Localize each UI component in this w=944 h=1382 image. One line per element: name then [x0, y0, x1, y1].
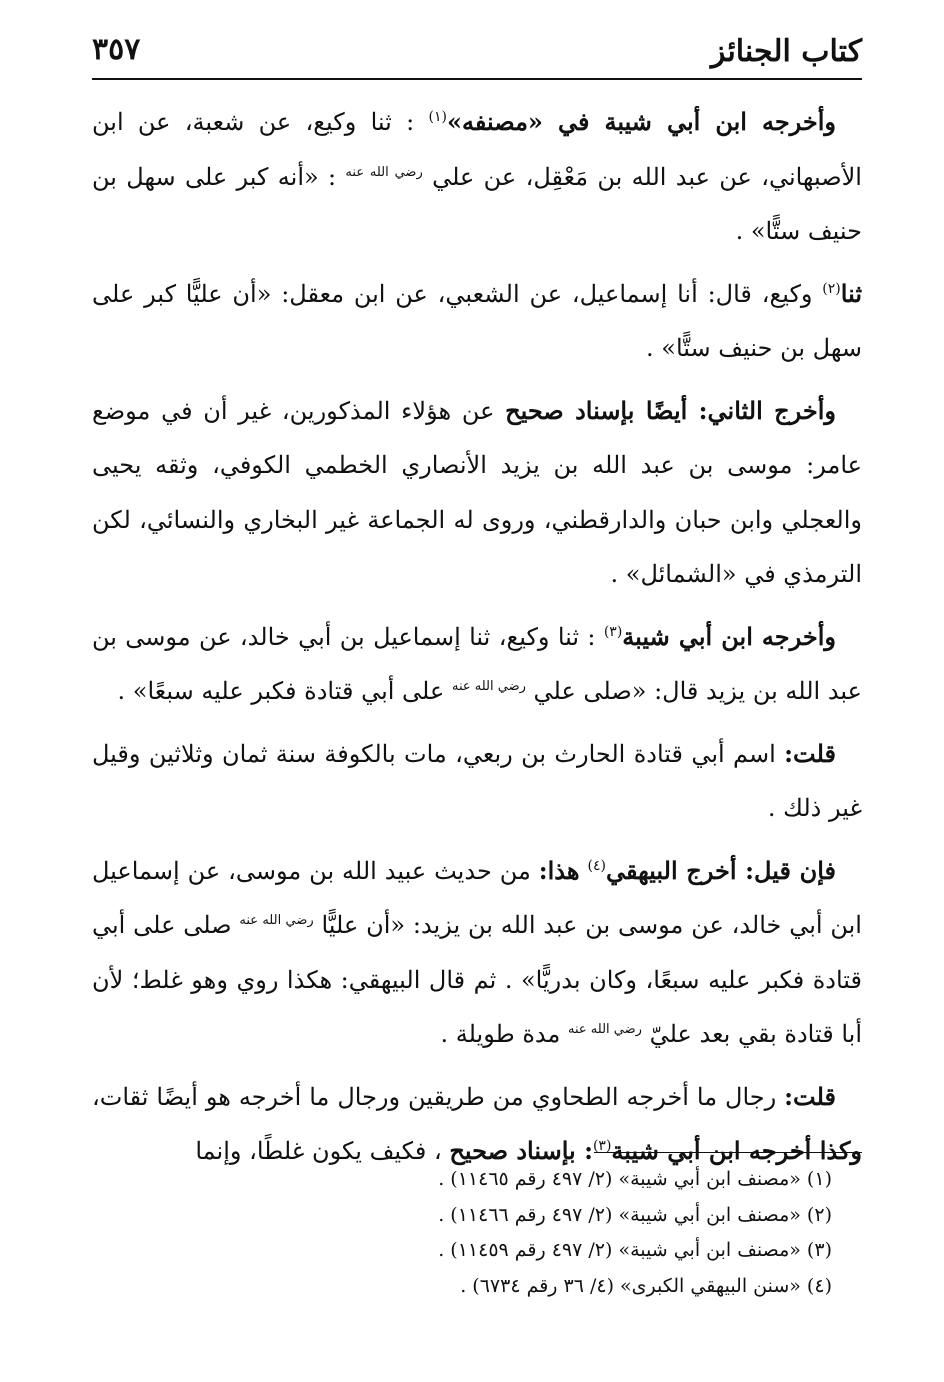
footnote-marker: (٣) — [603, 623, 623, 640]
bold-lead: قلت: — [784, 1081, 836, 1111]
paragraph-text: من حديث عبيد الله بن موسى، عن إسماعيل ابن أبي خالد، عن موسى بن عبد الله بن يزيد: «أن عليًّا — [92, 856, 862, 939]
footnote-marker: (٣) — [592, 1138, 612, 1154]
bold-lead: وأخرجه ابن أبي شيبة في «مصنفه» — [447, 107, 837, 136]
footnote: (٤) «سنن البيهقي الكبرى» (٤/ ٣٦ رقم ٦٧٣٤) . — [460, 1274, 832, 1297]
paragraph — [92, 384, 862, 602]
paragraph-text: : «أنه كبر على سهل بن حنيف ستًّا» . — [92, 162, 862, 245]
main-text — [92, 95, 862, 1187]
bold-lead: هذا: — [538, 855, 580, 885]
chapter-title: كتاب الجنائز — [710, 34, 862, 69]
paragraph-text: ، فكيف يكون غلطًا، وإنما — [195, 1137, 442, 1165]
bold-lead: قلت: — [784, 738, 836, 768]
paragraph-text: صلى على أبي قتادة فكبر عليه سبعًا، وكان بدريًّا» . ثم قال البيهقي: هكذا روي وهو غلط؛ لأن أبا قتادة بقي بعد عليّ — [92, 911, 862, 1048]
paragraph-text: عن هؤلاء المذكورين، غير أن في موضع عامر: موسى بن عبد الله بن يزيد الأنصاري الخطمي الكوفي، وثقه يحيى والعجلي وابن حبان والدارقطني، وروى له الجماعة غير البخاري والنسائي، لكن الترمذي في «الشمائل» . — [92, 396, 862, 588]
footnote-marker: (٢) — [822, 280, 841, 297]
honorific-glyph: رضي الله عنه — [451, 679, 526, 694]
paragraph-text: رجال ما أخرجه الطحاوي من طريقين ورجال ما أخرجه هو أيضًا ثقات، — [92, 1082, 777, 1111]
paragraph-text: : ثنا وكيع، ثنا إسماعيل بن أبي خالد، عن موسى بن عبد الله بن يزيد قال: «صلى علي — [92, 622, 862, 705]
honorific-glyph: رضي الله عنه — [239, 913, 314, 928]
bold-lead: وأخرج الثاني: أيضًا بإسناد صحيح — [505, 395, 836, 425]
footnote: (٣) «مصنف ابن أبي شيبة» (٢/ ٤٩٧ رقم ١١٤٥٩) . — [438, 1239, 832, 1261]
bold-lead: فإن قيل: أخرج البيهقي — [605, 855, 836, 885]
bold-lead: وأخرجه ابن أبي شيبة — [622, 621, 836, 651]
honorific-glyph: رضي الله عنه — [345, 164, 423, 180]
bold-lead: ثنا — [840, 278, 862, 308]
footnote-marker: (٤) — [587, 857, 606, 874]
running-header — [92, 28, 862, 80]
footnote-divider — [594, 1152, 862, 1153]
footnote: (١) «مصنف ابن أبي شيبة» (٢/ ٤٩٧ رقم ١١٤٦٥) . — [438, 1168, 832, 1190]
paragraph — [92, 610, 862, 719]
bold-lead: : بإسناد صحيح — [449, 1136, 593, 1165]
paragraph-text: : ثنا وكيع، عن شعبة، عن ابن الأصبهاني، عن عبد الله بن مَعْقِل، عن علي — [92, 108, 862, 191]
paragraph — [92, 95, 862, 259]
bold-lead: وكذا أخرجه ابن أبي شيبة — [611, 1136, 862, 1165]
paragraph — [92, 267, 862, 376]
paragraph-text: مدة طويلة . — [440, 1020, 561, 1048]
footnote: (٢) «مصنف ابن أبي شيبة» (٢/ ٤٩٧ رقم ١١٤٦٦) . — [438, 1203, 832, 1226]
paragraph-text: وكيع، قال: أنا إسماعيل، عن الشعبي، عن ابن معقل: «أن عليًّا كبر على سهل بن حنيف ستًّا» . — [92, 279, 862, 362]
paragraph-text: اسم أبي قتادة الحارث بن ربعي، مات بالكوفة سنة ثمان وثلاثين وقيل غير ذلك . — [92, 739, 862, 822]
paragraph — [92, 844, 862, 1062]
footnotes — [92, 1162, 862, 1304]
paragraph-text: على أبي قتادة فكبر عليه سبعًا» . — [117, 677, 445, 705]
honorific-glyph: رضي الله عنه — [568, 1022, 642, 1037]
footnote-marker: (١) — [428, 109, 448, 125]
paragraph — [92, 727, 862, 836]
page-number: ٣٥٧ — [92, 32, 141, 67]
